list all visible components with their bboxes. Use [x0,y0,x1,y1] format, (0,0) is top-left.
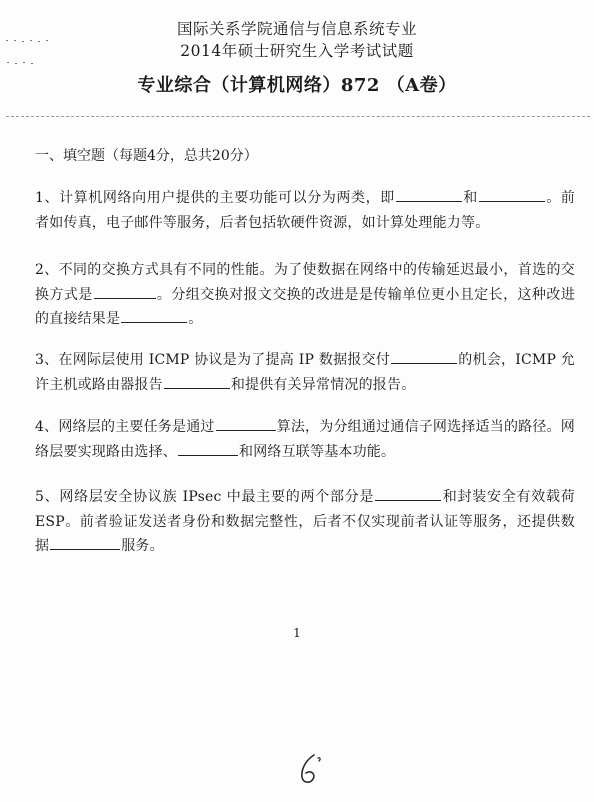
question-text: 的机会，ICMP 允许主机或路由器报告 [35,352,575,393]
answer-blank [396,187,462,202]
exam-year-title: 2014年硕士研究生入学考试试题 [180,42,414,60]
question-2 [35,258,575,332]
school-program-title: 国际关系学院通信与信息系统专业 [176,20,417,38]
question-text: 3、在网际层使用 ICMP 协议是为了提高 IP 数据报交付 [35,352,391,368]
section-title: 一、填空题（每题4分，总共20分） [35,148,258,164]
question-5 [35,485,575,559]
answer-blank [121,308,187,323]
question-text: 和网络互联等基本功能。 [239,443,396,460]
question-text: 4、网络层的主要任务是通过 [35,419,215,435]
question-1 [35,186,575,235]
question-text: 5、网络层安全协议族 IPsec 中最主要的两个部分是 [35,489,375,505]
exam-header [0,18,594,98]
answer-blank [375,486,441,501]
answer-blank [479,187,545,202]
answer-blank [216,416,276,431]
question-text: 1、计算机网络向用户提供的主要功能可以分为两类，即 [35,190,395,206]
answer-blank [94,284,156,299]
answer-blank [391,349,457,364]
question-text: 。分组交换对报文交换的改进是是传输单位更小且定长，这种改进的直接结果是 [35,286,575,327]
handwritten-page-mark [296,752,326,786]
question-text: 2、不同的交换方式具有不同的性能。为了使数据在网络中的传输延迟最小，首选的交换方式是 [35,262,575,303]
question-text: 和 [462,190,478,206]
question-text: 服务。 [121,538,164,554]
question-text: 和提供有关异常情况的报告。 [230,376,416,393]
question-3 [35,348,575,397]
exam-subject-title: 专业综合（计算机网络）872 （A卷） [137,75,457,96]
question-text: 算法，为分组通过通信子网选择适当的路径。网络层要实现路由选择、 [35,419,575,460]
question-text: 。前者如传真，电子邮件等服务，后者包括软硬件资源，如计算处理能力等。 [35,190,576,231]
page-number: 1 [293,626,301,640]
answer-blank [164,374,230,389]
answer-blank [50,535,120,550]
answer-blank [178,441,238,456]
question-text: 和封装安全有效载荷 ESP。前者验证发送者身份和数据完整性，后者不仅实现前者认证等服务，还提供数据 [35,489,575,554]
header-divider [6,116,590,117]
question-4 [35,415,575,464]
question-text: 。 [188,311,203,327]
